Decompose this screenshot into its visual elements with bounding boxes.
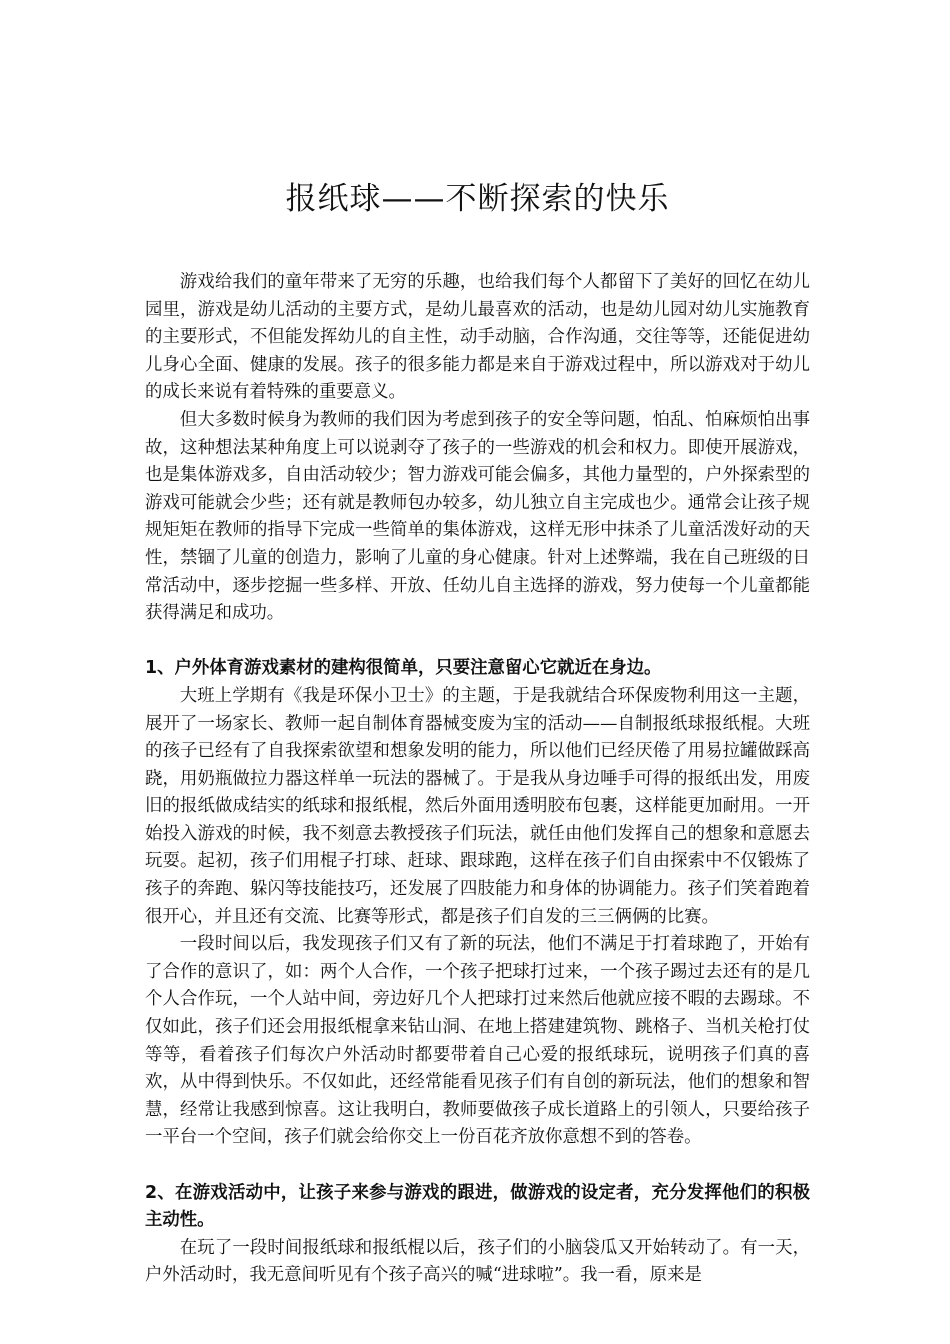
document-page	[145, 176, 810, 1290]
section-1-paragraph-1: 大班上学期有《我是环保小卫士》的主题，于是我就结合环保废物利用这一主题，展开了一场家长、教师一起自制体育器械变废为宝的活动——自制报纸球报纸棍。大班的孩子已经有了自我探索欲望和想象发明的能力，所以他们已经厌倦了用易拉罐做踩高跷，用奶瓶做拉力器这样单一玩法的器械了。于是我从身边唾手可得的报纸出发，用废旧的报纸做成结实的纸球和报纸棍，然后外面用透明胶布包裹，这样能更加耐用。一开始投入游戏的时候，我不刻意去教授孩子们玩法，就任由他们发挥自己的想象和意愿去玩耍。起初，孩子们用棍子打球、赶球、跟球跑，这样在孩子们自由探索中不仅锻炼了孩子的奔跑、躲闪等技能技巧，还发展了四肢能力和身体的协调能力。孩子们笑着跑着很开心，并且还有交流、比赛等形式，都是孩子们自发的三三俩俩的比赛。	[145, 685, 810, 927]
section-spacer	[145, 1152, 810, 1180]
document-title: 报纸球——不断探索的快乐	[285, 181, 670, 217]
section-1-paragraph-2: 一段时间以后，我发现孩子们又有了新的玩法，他们不满足于打着球跑了，开始有了合作的意识了，如：两个人合作，一个孩子把球打过来，一个孩子踢过去还有的是几个人合作玩，一个人站中间，旁边好几个人把球打过来然后他就应接不暇的去踢球。不仅如此，孩子们还会用报纸棍拿来钻山洞、在地上搭建建筑物、跳格子、当机关枪打仗等等，看着孩子们每次户外活动时都要带着自己心爱的报纸球玩，说明孩子们真的喜欢，从中得到快乐。不仅如此，还经常能看见孩子们有自创的新玩法，他们的想象和智慧，经常让我感到惊喜。这让我明白，教师要做孩子成长道路上的引领人，只要给孩子一平台一个空间，孩子们就会给你交上一份百花齐放你意想不到的答卷。	[145, 934, 810, 1148]
intro-paragraph-2: 但大多数时候身为教师的我们因为考虑到孩子的安全等问题，怕乱、怕麻烦怕出事故，这种想法某种角度上可以说剥夺了孩子的一些游戏的机会和权力。即使开展游戏，也是集体游戏多，自由活动较少；智力游戏可能会偏多，其他力量型的，户外探索型的游戏可能就会少些；还有就是教师包办较多，幼儿独立自主完成也少。通常会让孩子规规矩矩在教师的指导下完成一些简单的集体游戏，这样无形中抹杀了儿童活泼好动的天性，禁锢了儿童的创造力，影响了儿童的身心健康。针对上述弊端，我在自己班级的日常活动中，逐步挖掘一些多样、开放、任幼儿自主选择的游戏，努力使每一个儿童都能获得满足和成功。	[145, 409, 810, 624]
section-2-heading: 2、在游戏活动中，让孩子来参与游戏的跟进，做游戏的设定者，充分发挥他们的积极主动性。	[145, 1182, 810, 1231]
section-1-heading: 1、户外体育游戏素材的建构很简单，只要注意留心它就近在身边。	[145, 658, 662, 679]
section-spacer	[145, 628, 810, 656]
section-2-paragraph-1: 在玩了一段时间报纸球和报纸棍以后，孩子们的小脑袋瓜又开始转动了。有一天，户外活动时，我无意间听见有个孩子高兴的喊“进球啦”。我一看，原来是	[145, 1237, 810, 1286]
intro-paragraph-1: 游戏给我们的童年带来了无穷的乐趣，也给我们每个人都留下了美好的回忆在幼儿园里，游戏是幼儿活动的主要方式，是幼儿最喜欢的活动，也是幼儿园对幼儿实施教育的主要形式，不但能发挥幼儿的自主性，动手动脑，合作沟通，交往等等，还能促进幼儿身心全面、健康的发展。孩子的很多能力都是来自于游戏过程中，所以游戏对于幼儿的成长来说有着特殊的重要意义。	[145, 272, 810, 403]
